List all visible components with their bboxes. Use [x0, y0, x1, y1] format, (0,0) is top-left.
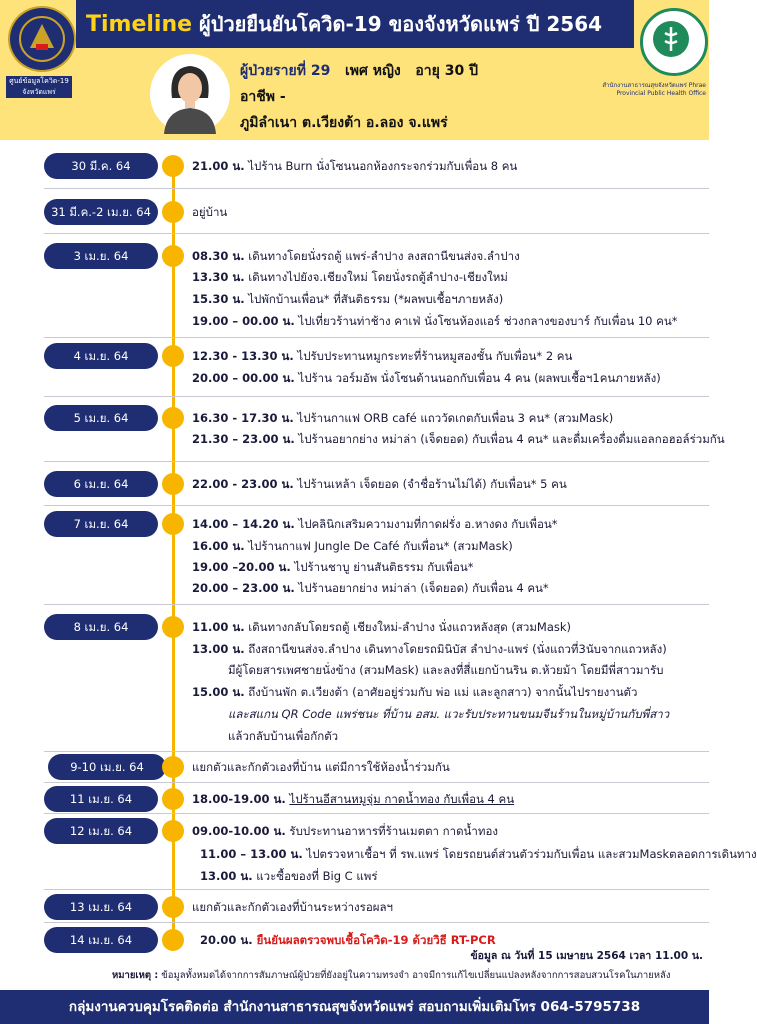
remark-note: หมายเหตุ : ข้อมูลทั้งหมดได้จากการสัมภาษณ์ผู้ป่วยที่ยังอยู่ในความทรงจำ อาจมีการแก้ไขเปลี่ยนแปลงหลังจากการสอบสวนโรคในภายหลัง	[112, 970, 671, 981]
event-line: แล้วกลับบ้านเพื่อกักตัว	[228, 729, 339, 743]
date-pill: 8 เม.ย. 64	[44, 614, 158, 640]
divider	[44, 396, 709, 397]
provincial-seal-logo	[8, 6, 76, 72]
event-line: 13.00 น. ถึงสถานีขนส่งจ.ลำปาง เดินทางโดยรถมินิบัส ลำปาง-แพร่ (นั่งแถวที่3นับจากแถวหลัง)	[192, 642, 667, 656]
confirmed-event-line: 20.00 น. ยืนยันผลตรวจพบเชื้อโควิด-19 ด้วยวิธี RT-PCR	[200, 933, 496, 947]
event-line: และสแกน QR Code แพร่ชนะ ที่บ้าน อสม. แวะรับประทานขนมจีนร้านในหมู่บ้านกับพี่สาว	[228, 707, 670, 721]
divider	[44, 188, 709, 189]
divider	[44, 751, 709, 752]
patient-info	[240, 58, 600, 136]
date-pill: 14 เม.ย. 64	[44, 927, 158, 953]
timeline-dot	[162, 929, 184, 951]
date-pill: 30 มี.ค. 64	[44, 153, 158, 179]
date-pill: 7 เม.ย. 64	[44, 511, 158, 537]
event-line: 19.00 – 00.00 น. ไปเที่ยวร้านท่าช้าง คาเฟ่ นั่งโซนห้องแอร์ ช่วงกลางของบาร์ กับเพื่อน 10 คน*	[192, 314, 678, 328]
patient-number: ผู้ป่วยรายที่ 29	[240, 63, 331, 79]
date-pill: 31 มี.ค.-2 เม.ย. 64	[44, 199, 158, 225]
timeline-dot	[162, 345, 184, 367]
event-line: 08.30 น. เดินทางโดยนั่งรถตู้ แพร่-ลำปาง ลงสถานีขนส่งจ.ลำปาง	[192, 249, 520, 263]
timeline-dot	[162, 756, 184, 778]
event-line: 15.00 น. ถึงบ้านพัก ต.เวียงต้า (อาศัยอยู่ร่วมกับ พ่อ แม่ และลูกสาว) จากนั้นไปรายงานตัว	[192, 685, 638, 699]
event-line: อยู่บ้าน	[192, 205, 228, 219]
patient-line-3: ภูมิลำเนา ต.เวียงต้า อ.ลอง จ.แพร่	[240, 115, 448, 131]
divider	[44, 337, 709, 338]
ministry-public-health-logo	[640, 8, 708, 76]
divider	[44, 604, 709, 605]
patient-line-1: ผู้ป่วยรายที่ 29 เพศ หญิง อายุ 30 ปี	[240, 63, 478, 79]
footer-contact: กลุ่มงานควบคุมโรคติดต่อ สำนักงานสาธารณสุขจังหวัดแพร่ สอบถามเพิ่มเติมโทร 064-5795738	[0, 990, 709, 1024]
data-timestamp: ข้อมูล ณ วันที่ 15 เมษายน 2564 เวลา 11.00 น.	[470, 950, 703, 962]
date-pill: 11 เม.ย. 64	[44, 786, 158, 812]
event-line: 16.30 - 17.30 น. ไปร้านกาแฟ ORB café แถววัดเกตกับเพื่อน 3 คน* (สวมMask)	[192, 411, 614, 425]
event-line: 13.00 น. แวะซื้อของที่ Big C แพร่	[200, 869, 378, 883]
seal-emblem-icon	[10, 8, 74, 70]
date-pill: 13 เม.ย. 64	[44, 894, 158, 920]
patient-domicile: ต.เวียงต้า อ.ลอง จ.แพร่	[302, 115, 448, 131]
event-line: 13.30 น. เดินทางไปยังจ.เชียงใหม่ โดยนั่งรถตู้ลำปาง-เชียงใหม่	[192, 270, 508, 284]
date-pill: 5 เม.ย. 64	[44, 405, 158, 431]
event-line: 09.00-10.00 น. รับประทานอาหารที่ร้านเมตตา กาดน้ำทอง	[192, 824, 498, 838]
event-line: 20.00 – 00.00 น. ไปร้าน วอร์มอัพ นั่งโซนด้านนอกกับเพื่อน 4 คน (ผลพบเชื้อฯ1คนภายหลัง)	[192, 371, 661, 385]
covid-center-tag: ศูนย์ข้อมูลโควิด-19 จังหวัดแพร่	[6, 76, 72, 98]
event-line: 19.00 –20.00 น. ไปร้านชาบู ย่านสันติธรรม กับเพื่อน*	[192, 560, 474, 574]
event-line: แยกตัวและกักตัวเองที่บ้านระหว่างรอผลฯ	[192, 900, 393, 914]
divider	[44, 233, 709, 234]
divider	[44, 922, 709, 923]
moph-caption: สำนักงานสาธารณสุขจังหวัดแพร่ Phrae Provincial Public Health Office	[602, 82, 706, 97]
page-title: Timeline ผู้ป่วยยืนยันโควิด-19 ของจังหวัดแพร่ ปี 2564	[86, 12, 603, 37]
event-line: 15.30 น. ไปพักบ้านเพื่อน* ที่สันติธรรม (*ผลพบเชื้อฯภายหลัง)	[192, 292, 504, 306]
patient-age: 30 ปี	[444, 63, 478, 79]
date-pill: 9-10 เม.ย. 64	[48, 754, 166, 780]
event-line: 14.00 – 14.20 น. ไปคลินิกเสริมความงามที่กาดฝรั่ง อ.หางดง กับเพื่อน*	[192, 517, 558, 531]
timeline-dot	[162, 245, 184, 267]
timeline-dot	[162, 201, 184, 223]
divider	[44, 782, 709, 783]
timeline-dot	[162, 473, 184, 495]
event-line: มีผู้โดยสารเพศชายนั่งข้าง (สวมMask) และลงที่สี่แยกบ้านริน ต.ห้วยม้า โดยมีพี่สาวมารับ	[228, 663, 664, 677]
event-line: 18.00-19.00 น. ไปร้านอีสานหมูจุ่ม กาดน้ำทอง กับเพื่อน 4 คน	[192, 792, 515, 806]
divider	[44, 889, 709, 890]
female-person-icon	[150, 54, 230, 134]
event-line: แยกตัวและกักตัวเองที่บ้าน แต่มีการใช้ห้องน้ำร่วมกัน	[192, 760, 450, 774]
event-line: 21.00 น. ไปร้าน Burn นั่งโซนนอกห้องกระจกร่วมกับเพื่อน 8 คน	[192, 159, 518, 173]
moph-emblem-icon	[653, 21, 689, 57]
timeline-dot	[162, 407, 184, 429]
patient-occupation: -	[279, 89, 286, 105]
event-line: 11.00 – 13.00 น. ไปตรวจหาเชื้อฯ ที่ รพ.แพร่ โดยรถยนต์ส่วนตัวร่วมกับเพื่อน และสวมMaskตลอดการเดินทาง	[200, 847, 757, 861]
timeline-dot	[162, 616, 184, 638]
timeline-dot	[162, 820, 184, 842]
event-line: 21.30 – 23.00 น. ไปร้านอยากย่าง หม่าล่า (เจ็ดยอด) กับเพื่อน 4 คน* และดื่มเครื่องดื่มแอลกอฮอล์ร่วมกัน	[192, 432, 725, 446]
patient-avatar	[150, 54, 230, 134]
event-line: 11.00 น. เดินทางกลับโดยรถตู้ เชียงใหม่-ลำปาง นั่งแถวหลังสุด (สวมMask)	[192, 620, 572, 634]
divider	[44, 505, 709, 506]
event-line: 22.00 - 23.00 น. ไปร้านเหล้า เจ็ดยอด (จำชื่อร้านไม่ได้) กับเพื่อน* 5 คน	[192, 477, 567, 491]
timeline-dot	[162, 896, 184, 918]
timeline-dot	[162, 513, 184, 535]
event-line: 20.00 – 23.00 น. ไปร้านอยากย่าง หม่าล่า (เจ็ดยอด) กับเพื่อน 4 คน*	[192, 581, 549, 595]
patient-line-2: อาชีพ -	[240, 89, 286, 105]
patient-sex: หญิง	[372, 63, 401, 79]
date-pill: 6 เม.ย. 64	[44, 471, 158, 497]
divider	[44, 813, 709, 814]
date-pill: 3 เม.ย. 64	[44, 243, 158, 269]
event-line: 12.30 - 13.30 น. ไปรับประทานหมูกระทะที่ร้านหมูสองชั้น กับเพื่อน* 2 คน	[192, 349, 573, 363]
date-pill: 4 เม.ย. 64	[44, 343, 158, 369]
timeline-dot	[162, 155, 184, 177]
timeline-dot	[162, 788, 184, 810]
event-line: 16.00 น. ไปร้านกาแฟ Jungle De Café กับเพื่อน* (สวมMask)	[192, 539, 513, 553]
date-pill: 12 เม.ย. 64	[44, 818, 158, 844]
divider	[44, 461, 709, 462]
